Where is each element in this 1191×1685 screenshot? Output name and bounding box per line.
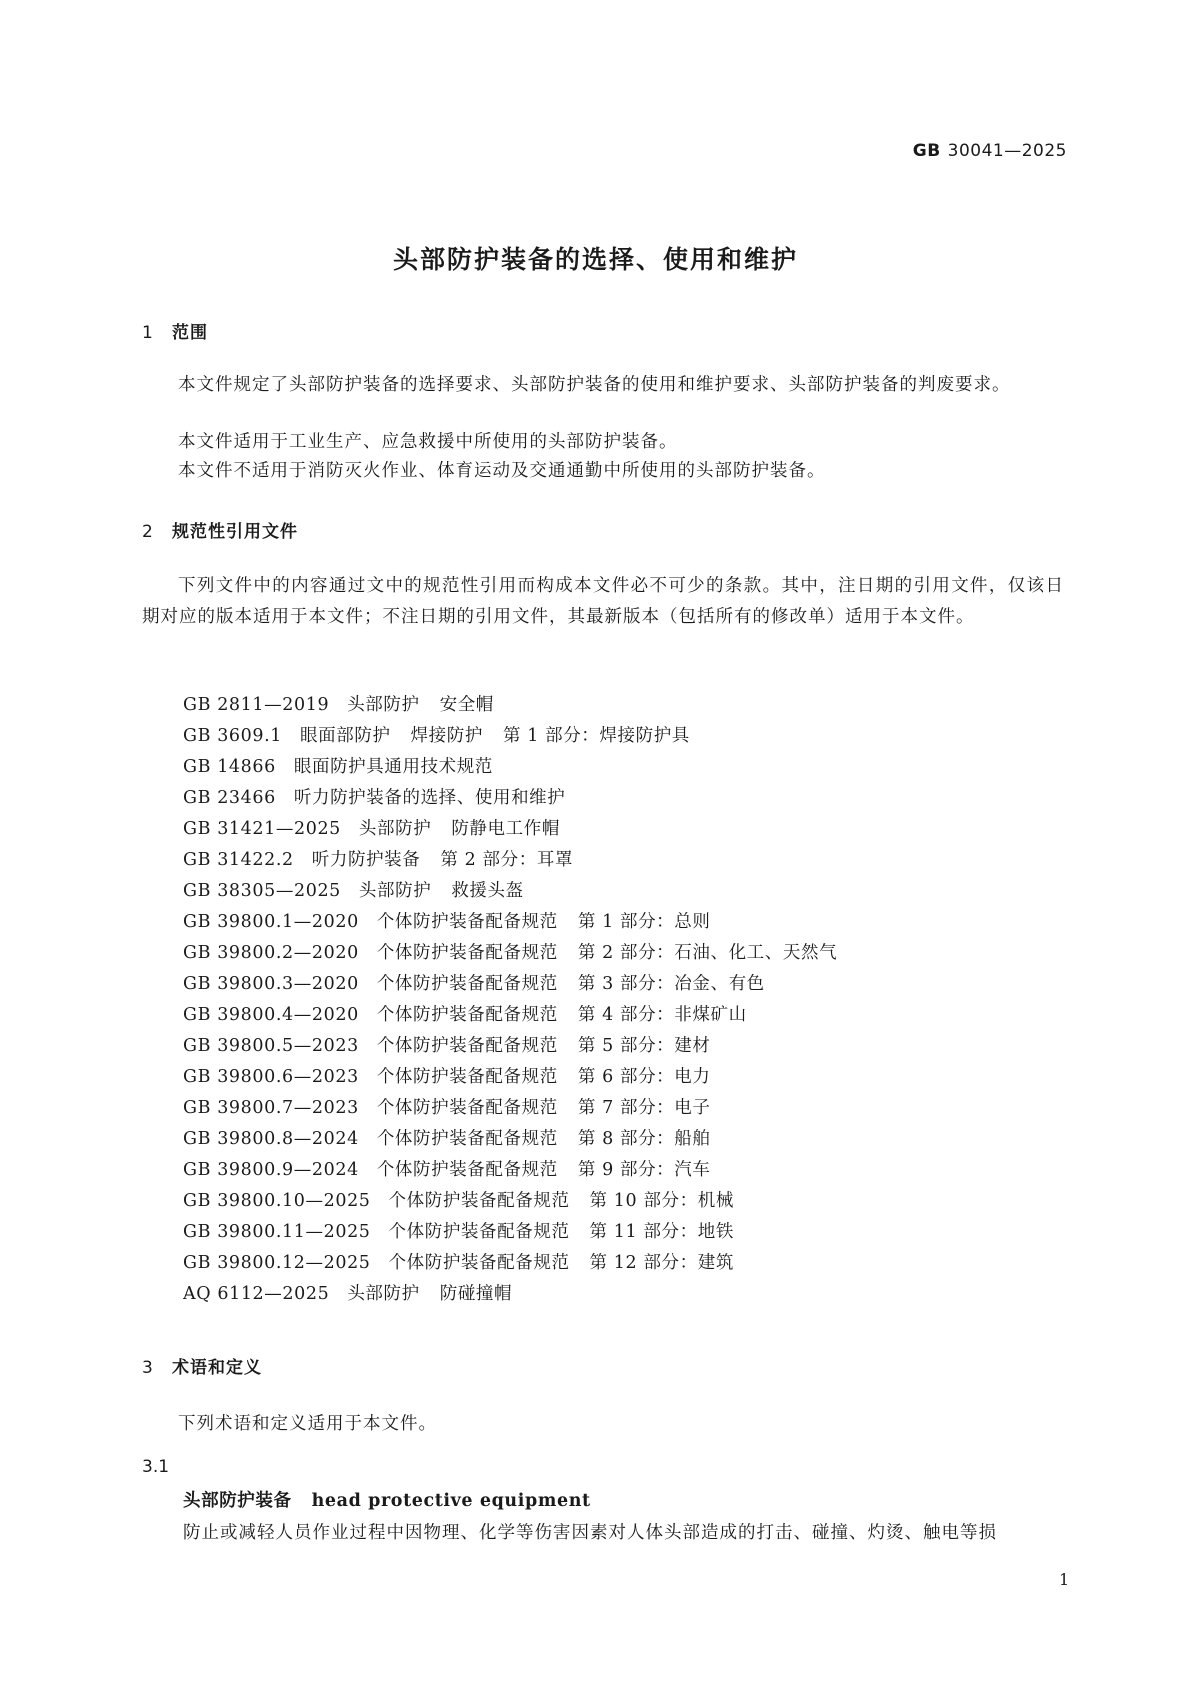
section-number: 3 bbox=[142, 1358, 154, 1378]
section-1-heading bbox=[142, 318, 208, 343]
reference-item: GB 3609.1 眼面部防护 焊接防护 第 1 部分：焊接防护具 bbox=[183, 726, 690, 746]
reference-item: GB 39800.12—2025 个体防护装备配备规范 第 12 部分：建筑 bbox=[183, 1253, 734, 1273]
reference-item: GB 31422.2 听力防护装备 第 2 部分：耳罩 bbox=[183, 850, 574, 870]
reference-item: GB 39800.6—2023 个体防护装备配备规范 第 6 部分：电力 bbox=[183, 1067, 711, 1087]
section-title: 规范性引用文件 bbox=[172, 522, 298, 542]
section-1-para-3: 本文件不适用于消防灭火作业、体育运动及交通通勤中所使用的头部防护装备。 bbox=[178, 461, 826, 481]
term-entry bbox=[183, 1487, 591, 1512]
reference-item: GB 39800.3—2020 个体防护装备配备规范 第 3 部分：冶金、有色 bbox=[183, 974, 765, 994]
reference-item: GB 39800.4—2020 个体防护装备配备规范 第 4 部分：非煤矿山 bbox=[183, 1005, 747, 1025]
section-3-intro: 下列术语和定义适用于本文件。 bbox=[178, 1414, 437, 1434]
section-2-heading bbox=[142, 517, 298, 542]
reference-item: GB 31421—2025 头部防护 防静电工作帽 bbox=[183, 819, 560, 839]
term-english: head protective equipment bbox=[311, 1491, 591, 1511]
reference-item: GB 39800.1—2020 个体防护装备配备规范 第 1 部分：总则 bbox=[183, 912, 711, 932]
section-1-para-2: 本文件适用于工业生产、应急救援中所使用的头部防护装备。 bbox=[178, 432, 678, 452]
section-number: 2 bbox=[142, 522, 154, 542]
page-number: 1 bbox=[1059, 1570, 1070, 1589]
reference-item: GB 2811—2019 头部防护 安全帽 bbox=[183, 695, 494, 715]
reference-item: GB 14866 眼面防护具通用技术规范 bbox=[183, 757, 493, 777]
section-1-para-1: 本文件规定了头部防护装备的选择要求、头部防护装备的使用和维护要求、头部防护装备的判废要求。 bbox=[178, 375, 1011, 395]
reference-item: GB 39800.10—2025 个体防护装备配备规范 第 10 部分：机械 bbox=[183, 1191, 734, 1211]
section-title: 术语和定义 bbox=[172, 1358, 262, 1378]
reference-item: GB 39800.7—2023 个体防护装备配备规范 第 7 部分：电子 bbox=[183, 1098, 711, 1118]
reference-item: GB 23466 听力防护装备的选择、使用和维护 bbox=[183, 788, 566, 808]
section-number: 1 bbox=[142, 323, 154, 343]
document-title: 头部防护装备的选择、使用和维护 bbox=[392, 245, 798, 274]
reference-item: GB 39800.2—2020 个体防护装备配备规范 第 2 部分：石油、化工、天然气 bbox=[183, 943, 838, 963]
standard-prefix: GB bbox=[912, 141, 941, 161]
reference-item: GB 39800.11—2025 个体防护装备配备规范 第 11 部分：地铁 bbox=[183, 1222, 734, 1242]
reference-item: GB 39800.9—2024 个体防护装备配备规范 第 9 部分：汽车 bbox=[183, 1160, 711, 1180]
term-chinese: 头部防护装备 bbox=[183, 1491, 292, 1511]
reference-item: GB 38305—2025 头部防护 救援头盔 bbox=[183, 881, 524, 901]
normative-references-list bbox=[183, 690, 857, 1310]
standard-number: 30041—2025 bbox=[947, 141, 1067, 161]
term-number: 3.1 bbox=[142, 1457, 170, 1477]
reference-item: GB 39800.5—2023 个体防护装备配备规范 第 5 部分：建材 bbox=[183, 1036, 711, 1056]
section-2-intro: 下列文件中的内容通过文中的规范性引用而构成本文件必不可少的条款。其中，注日期的引用文件，仅该日期对应的版本适用于本文件；不注日期的引用文件，其最新版本（包括所有的修改单）适用于本文件。 bbox=[142, 576, 1064, 627]
section-3-heading bbox=[142, 1353, 262, 1378]
standard-code bbox=[913, 141, 1067, 161]
reference-item: GB 39800.8—2024 个体防护装备配备规范 第 8 部分：船舶 bbox=[183, 1129, 711, 1149]
section-title: 范围 bbox=[172, 323, 208, 343]
reference-item: AQ 6112—2025 头部防护 防碰撞帽 bbox=[183, 1284, 513, 1304]
term-definition: 防止或减轻人员作业过程中因物理、化学等伤害因素对人体头部造成的打击、碰撞、灼烫、触电等损 bbox=[183, 1523, 997, 1543]
